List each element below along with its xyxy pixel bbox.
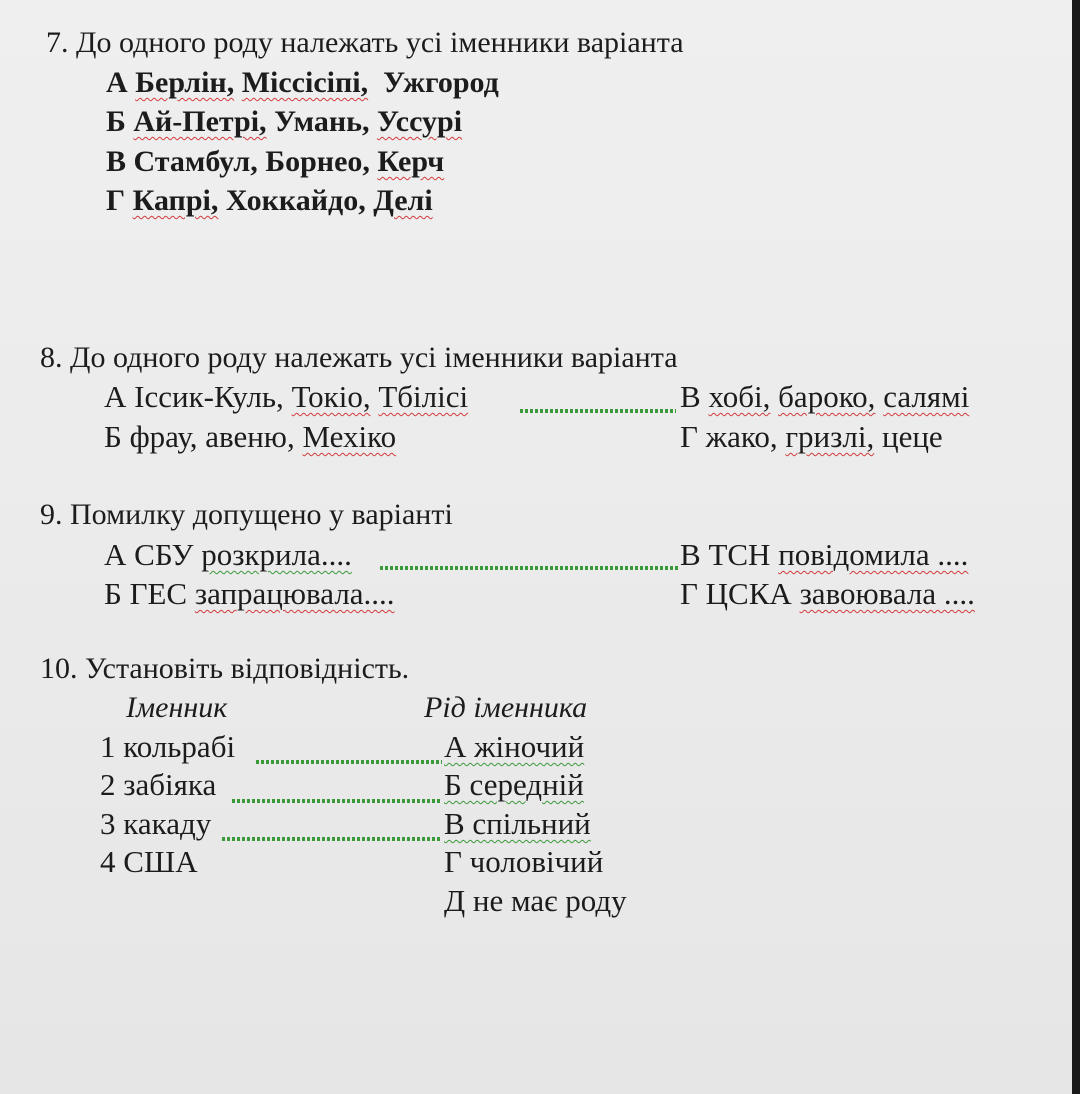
- q8-v-word1: хобі,: [708, 379, 771, 414]
- q7-b-word1: Ай-Петрі,: [133, 105, 267, 138]
- q7-v-letter: В: [106, 145, 127, 178]
- q7-title: 7. До одного роду належать усі іменники варіанта: [46, 26, 684, 59]
- q10-option-b-text: Б середній: [444, 767, 584, 802]
- q10-left-header: Іменник: [126, 691, 228, 724]
- q9-v-letter: В: [680, 537, 701, 572]
- q9-b-verb: запрацювала....: [194, 576, 395, 611]
- q9-a-verb: розкрила....: [201, 537, 352, 572]
- q7-v-word3: Керч: [377, 145, 445, 178]
- q7-g-letter: Г: [106, 184, 126, 217]
- q8-option-v: [680, 378, 969, 416]
- q10-item-4: 4 США: [100, 844, 198, 879]
- q8-option-g: [680, 418, 943, 456]
- q8-b-letter: Б: [104, 419, 122, 454]
- q8-g-word3: цеце: [881, 419, 943, 454]
- q7-option-v: [106, 143, 444, 181]
- q9-g-abbr: ЦСКА: [705, 576, 792, 611]
- q10-item-2: 2 забіяка: [100, 767, 217, 802]
- q8-a-word3: Тбілісі: [378, 379, 469, 414]
- q9-grammar-underline: [380, 566, 678, 570]
- q9-option-a: [104, 536, 352, 574]
- q7-a-word2: Міссісіпі,: [241, 66, 369, 99]
- q7-a-word1: Берлін,: [135, 66, 235, 99]
- q10-title: 10. Установіть відповідність.: [40, 652, 410, 685]
- q8-g-letter: Г: [680, 419, 698, 454]
- q10-item-1: 1 кольрабі: [100, 729, 236, 764]
- q10-item2-underline: [232, 799, 442, 803]
- q9-g-letter: Г: [680, 576, 698, 611]
- q9-v-verb: повідомила ....: [778, 537, 969, 572]
- q10-item3-underline: [222, 837, 442, 841]
- q8-b-word2: авеню,: [205, 419, 295, 454]
- q7-option-a: [106, 64, 499, 102]
- q7-v-word2: Борнео,: [265, 145, 370, 178]
- q8-g-word1: жако,: [705, 419, 778, 454]
- q7-g-word2: Хоккайдо,: [225, 184, 366, 217]
- q8-b-word3: Мехіко: [302, 419, 397, 454]
- q8-b-word1: фрау,: [129, 419, 198, 454]
- q10-option-b: [444, 766, 584, 804]
- q7-g-word1: Капрі,: [132, 184, 219, 217]
- q9-a-letter: А: [104, 537, 127, 572]
- q9-option-v: [680, 536, 968, 574]
- q10-right-header: Рід іменника: [424, 691, 588, 724]
- q10-item-3: 3 какаду: [100, 806, 212, 841]
- q7-option-b: [106, 103, 462, 141]
- q7-b-letter: Б: [106, 105, 126, 138]
- q7-b-word2: Умань,: [274, 105, 370, 138]
- q8-option-b: [104, 418, 396, 456]
- q8-option-a: [104, 378, 468, 416]
- q8-a-word1: Іссик-Куль,: [134, 379, 284, 414]
- q9-a-abbr: СБУ: [134, 537, 194, 572]
- q9-b-abbr: ГЕС: [129, 576, 188, 611]
- q10-option-d: Д не має роду: [444, 883, 627, 918]
- right-edge-shadow: [1072, 0, 1080, 1094]
- q9-b-letter: Б: [104, 576, 122, 611]
- q8-g-word2: гризлі,: [785, 419, 875, 454]
- q10-option-a-text: А жіночий: [444, 729, 585, 764]
- q7-g-word3: Делі: [373, 184, 433, 217]
- q7-a-word3: Ужгород: [383, 66, 499, 99]
- q8-v-word2: бароко,: [778, 379, 876, 414]
- q9-option-g: [680, 575, 975, 613]
- q8-title: 8. До одного роду належать усі іменники варіанта: [40, 341, 678, 374]
- q8-grammar-underline: [520, 409, 676, 413]
- q10-option-a: [444, 728, 584, 766]
- q7-option-g: [106, 182, 433, 220]
- q8-v-letter: В: [680, 379, 701, 414]
- q10-item1-underline: [256, 760, 442, 764]
- q8-a-letter: А: [104, 379, 127, 414]
- q9-title: 9. Помилку допущено у варіанті: [40, 498, 453, 531]
- q7-v-word1: Стамбул,: [133, 145, 258, 178]
- q8-v-word3: салямі: [883, 379, 970, 414]
- q10-option-v-text: В спільний: [444, 806, 591, 841]
- q8-a-word2: Токіо,: [291, 379, 371, 414]
- q7-a-letter: А: [106, 66, 128, 99]
- q9-option-b: [104, 575, 395, 613]
- q7-b-word3: Уссурі: [377, 105, 463, 138]
- q10-option-v: [444, 805, 591, 843]
- q10-option-g: Г чоловічий: [444, 844, 604, 879]
- q9-g-verb: завоювала ....: [799, 576, 975, 611]
- q9-v-abbr: ТСН: [708, 537, 771, 572]
